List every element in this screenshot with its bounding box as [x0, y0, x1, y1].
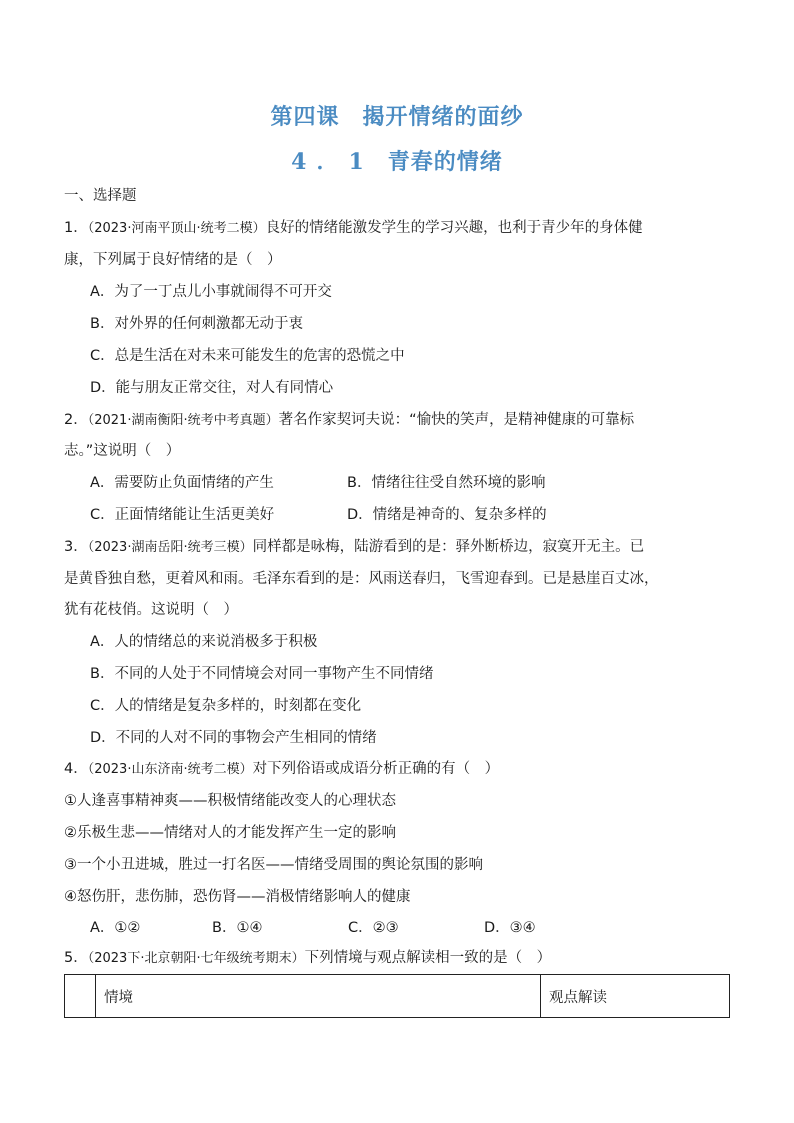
question-3-stem-line3: 犹有花枝俏。这说明（ ）	[64, 602, 238, 618]
question-1-source: （2023·河南平顶山·统考二模）	[87, 221, 266, 236]
question-4-item-1: ①人逢喜事精神爽——积极情绪能改变人的心理状态	[64, 793, 396, 809]
question-1-stem	[64, 218, 643, 239]
question-1-option-d[interactable]: D．能与朋友正常交往，对人有同情心	[90, 380, 334, 396]
question-4-item-2: ②乐极生悲——情绪对人的才能发挥产生一定的影响	[64, 825, 396, 841]
question-3-number: 3．	[64, 539, 88, 555]
table-header-interpretation: 观点解读	[541, 975, 730, 1018]
question-4-source: （2023·山东济南·统考二模）	[87, 762, 253, 777]
question-5-stem	[64, 948, 551, 969]
question-1-stem-line1: 良好的情绪能激发学生的学习兴趣，也利于青少年的身体健	[265, 220, 643, 236]
question-5-table	[64, 974, 730, 1018]
question-2-stem-line2: 志。”这说明（ ）	[64, 443, 181, 459]
question-4-option-c[interactable]: C．②③	[348, 920, 399, 936]
table-header-row	[65, 975, 730, 1018]
question-5-number: 5．	[64, 950, 88, 966]
question-3-option-b[interactable]: B．不同的人处于不同情境会对同一事物产生不同情绪	[90, 666, 434, 682]
question-2-number: 2．	[64, 412, 88, 428]
question-4-stem-line1: 对下列俗语或成语分析正确的有（ ）	[252, 761, 500, 777]
question-1-stem-line2: 康，下列属于良好情绪的是（ ）	[64, 252, 282, 268]
question-1-option-c[interactable]: C．总是生活在对未来可能发生的危害的恐慌之中	[90, 348, 405, 364]
question-3-stem-line1: 同样都是咏梅，陆游看到的是：驿外断桥边，寂寞开无主。已	[252, 539, 645, 555]
question-4-stem	[64, 759, 499, 780]
question-5-stem-line1: 下列情境与观点解读相一致的是（ ）	[304, 950, 552, 966]
section-number: 4．1	[291, 149, 374, 175]
question-4-option-b[interactable]: B．①④	[212, 920, 263, 936]
question-3-option-d[interactable]: D．不同的人对不同的事物会产生相同的情绪	[90, 730, 377, 746]
question-4-item-3: ③一个小丑进城，胜过一打名医——情绪受周围的舆论氛围的影响	[64, 857, 483, 873]
question-4-option-d[interactable]: D．③④	[484, 920, 536, 936]
question-3-source: （2023·湖南岳阳·统考三模）	[87, 540, 253, 555]
question-4-item-4: ④怒伤肝，悲伤肺，恐伤肾——消极情绪影响人的健康	[64, 889, 411, 905]
question-2-stem	[64, 410, 634, 431]
question-2-option-b[interactable]: B．情绪往往受自然环境的影响	[347, 475, 546, 491]
question-1-option-b[interactable]: B．对外界的任何刺激都无动于衷	[90, 316, 303, 332]
question-2-source: （2021·湖南衡阳·统考中考真题）	[87, 413, 279, 428]
question-3-stem-line2: 是黄昏独自愁，更着风和雨。毛泽东看到的是：风雨送春归，飞雪迎春到。已是悬崖百丈冰，	[64, 571, 659, 587]
question-3-stem	[64, 537, 644, 558]
question-3-option-c[interactable]: C．人的情绪是复杂多样的，时刻都在变化	[90, 698, 362, 714]
question-1-option-a[interactable]: A．为了一丁点儿小事就闹得不可开交	[90, 284, 332, 300]
question-5-source: （2023下·北京朝阳·七年级统考期末）	[87, 951, 305, 966]
table-header-situation: 情境	[96, 975, 541, 1018]
section-title-line	[0, 145, 794, 176]
question-2-option-c[interactable]: C．正面情绪能让生活更美好	[90, 507, 275, 523]
question-1-number: 1．	[64, 220, 88, 236]
question-2-option-d[interactable]: D．情绪是神奇的、复杂多样的	[347, 507, 547, 523]
question-2-option-a[interactable]: A．需要防止负面情绪的产生	[90, 475, 274, 491]
section-heading: 一、选择题	[64, 188, 137, 204]
section-title: 青春的情绪	[387, 149, 503, 175]
question-4-number: 4．	[64, 761, 88, 777]
question-4-option-a[interactable]: A．①②	[90, 920, 141, 936]
lesson-title: 第四课 揭开情绪的面纱	[270, 104, 524, 130]
question-3-option-a[interactable]: A．人的情绪总的来说消极多于积极	[90, 634, 318, 650]
question-2-stem-line1: 著名作家契诃夫说：“愉快的笑声，是精神健康的可靠标	[278, 412, 635, 428]
table-header-blank	[65, 975, 96, 1018]
